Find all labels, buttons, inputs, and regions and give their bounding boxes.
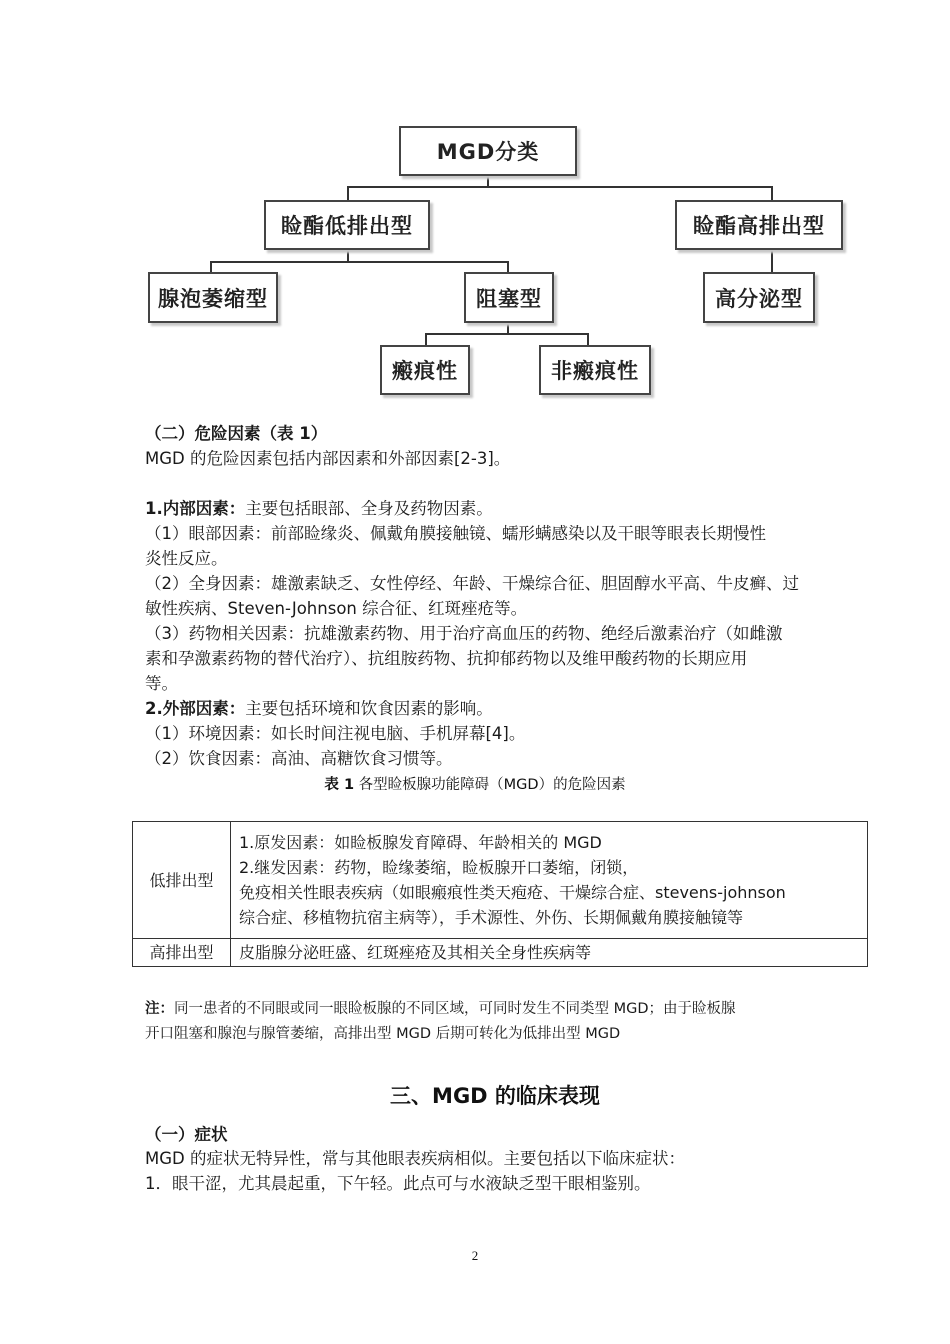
- note-text: 同一患者的不同眼或同一眼睑板腺的不同区域，可同时发生不同类型 MGD；由于睑板腺: [174, 1001, 736, 1017]
- symptom-item-1: 1．眼干涩，尤其晨起重，下午轻。此点可与水液缺乏型干眼相鉴别。: [145, 1174, 651, 1193]
- level2-bar: [210, 261, 508, 263]
- internal-text: 主要包括眼部、全身及药物因素。: [245, 499, 493, 518]
- mgd-classification-diagram: [135, 118, 855, 418]
- box-obstructive: 阻塞型: [464, 272, 554, 323]
- table-note-line1: [145, 997, 736, 1021]
- row-desc-high: [231, 939, 868, 967]
- body-factors-line1: （2）全身因素：雄激素缺乏、女性停经、年龄、干燥综合征、胆固醇水平高、牛皮癣、过: [145, 574, 799, 593]
- table-row: [133, 939, 868, 967]
- risk-intro: MGD 的危险因素包括内部因素和外部因素[2-3]。: [145, 449, 511, 468]
- body-factors-line2: 敏性疾病、Steven-Johnson 综合征、红斑痤疮等。: [145, 599, 528, 618]
- drug-factors-line2: 素和孕激素药物的替代治疗）、抗组胺药物、抗抑郁药物以及维甲酸药物的长期应用: [145, 649, 748, 668]
- internal-factors: [145, 497, 493, 521]
- desc-line: 综合症、移植物抗宿主病等），手术源性、外伤、长期佩戴角膜接触镜等: [239, 908, 744, 927]
- level1-bar: [347, 186, 772, 188]
- risk-heading: （二）危险因素（表 1）: [145, 424, 328, 443]
- subsection-heading: （一）症状: [145, 1125, 228, 1144]
- external-factors: [145, 697, 493, 721]
- box-high-excretion: 睑酯高排出型: [675, 200, 843, 250]
- table-caption-text: 各型睑板腺功能障碍（MGD）的危险因素: [354, 777, 626, 793]
- page-number: 2: [471, 1248, 479, 1263]
- drug-factors-line3: 等。: [145, 674, 178, 693]
- box-cicatricial: 瘢痕性: [380, 345, 470, 395]
- diet-factors: （2）饮食因素：高油、高糖饮食习惯等。: [145, 749, 453, 768]
- eye-factors-line1: （1）眼部因素：前部睑缘炎、佩戴角膜接触镜、蠕形螨感染以及干眼等眼表长期慢性: [145, 524, 766, 543]
- box-noncicatricial: 非瘢痕性: [539, 345, 651, 395]
- box-acinar-atrophy: 腺泡萎缩型: [148, 272, 278, 323]
- desc-line: 皮脂腺分泌旺盛、红斑痤疮及其相关全身性疾病等: [239, 943, 592, 962]
- desc-line: 1.原发因素：如睑板腺发育障碍、年龄相关的 MGD: [239, 833, 602, 852]
- section-title: 三、MGD 的临床表现: [390, 1084, 600, 1108]
- drug-factors-line1: （3）药物相关因素：抗雄激素药物、用于治疗高血压的药物、绝经后激素治疗（如雌激: [145, 624, 783, 643]
- table-row: [133, 822, 868, 939]
- box-hypersecretory: 高分泌型: [703, 272, 815, 323]
- desc-line: 2.继发因素：药物，睑缘萎缩，睑板腺开口萎缩，闭锁，: [239, 858, 639, 877]
- box-mgd-classification: MGD分类: [399, 126, 577, 176]
- table-caption-label: 表 1: [324, 777, 355, 793]
- box-low-excretion: 睑酯低排出型: [264, 200, 430, 250]
- eye-factors-line2: 炎性反应。: [145, 549, 228, 568]
- internal-label: 1.内部因素：: [145, 499, 246, 518]
- note-label: 注：: [145, 1001, 174, 1017]
- row-type-high: 高排出型: [133, 939, 231, 967]
- risk-factor-table: [132, 821, 868, 967]
- level3-bar: [425, 333, 588, 335]
- table-caption: [0, 773, 950, 794]
- external-text: 主要包括环境和饮食因素的影响。: [245, 699, 493, 718]
- high-stem-down: [771, 249, 773, 273]
- desc-line: 免疫相关性眼表疾病（如眼瘢痕性类天疱疮、干燥综合症、stevens-johnson: [239, 883, 786, 902]
- row-type-low: 低排出型: [133, 822, 231, 939]
- row-desc-low: [231, 822, 868, 939]
- environment-factors: （1）环境因素：如长时间注视电脑、手机屏幕[4]。: [145, 724, 526, 743]
- table-note-line2: 开口阻塞和腺泡与腺管萎缩，高排出型 MGD 后期可转化为低排出型 MGD: [145, 1026, 621, 1042]
- symptoms-intro: MGD 的症状无特异性，常与其他眼表疾病相似。主要包括以下临床症状：: [145, 1149, 685, 1168]
- external-label: 2.外部因素：: [145, 699, 246, 718]
